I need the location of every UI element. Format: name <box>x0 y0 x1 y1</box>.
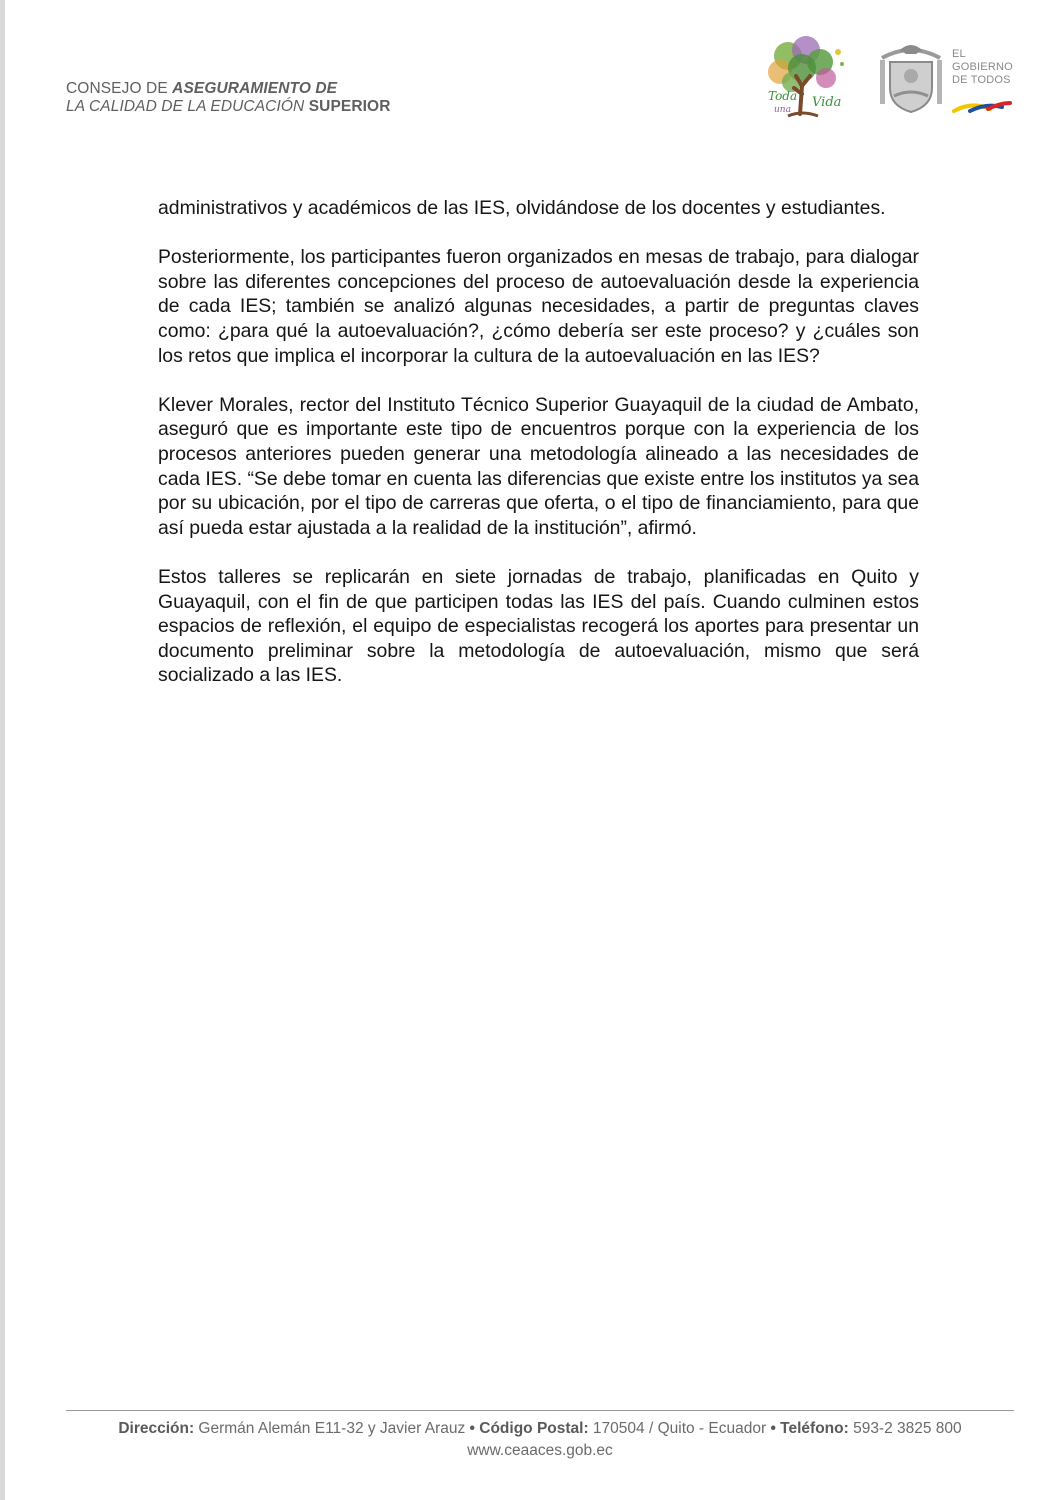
flag-stripe-icon <box>952 97 1012 117</box>
footer-website: www.ceaaces.gob.ec <box>467 1442 613 1459</box>
toda-una-vida-logo <box>758 34 848 120</box>
gobierno-de-todos-text: EL GOBIERNO DE TODOS <box>952 48 1013 86</box>
paragraph: Posteriormente, los participantes fueron organizados en mesas de trabajo, para dialogar sobre las diferentes concepciones del proceso de autoevaluación desde la experiencia de cada IES; también se analizó algunas necesidades, a partir de preguntas claves como: ¿para qué la autoevaluación?, ¿cómo debería ser este proceso? y ¿cuáles son los retos que implica el incorporar la cultura de la autoevaluación en las IES? <box>158 246 919 367</box>
svg-text:Vida: Vida <box>812 95 842 110</box>
organization-title-line1: CONSEJO DE ASEGURAMIENTO DE <box>66 80 338 97</box>
svg-text:una: una <box>774 105 791 115</box>
footer-contact: Dirección: Germán Alemán E11-32 y Javier Arauz • Código Postal: 170504 / Quito - Ecuador • Teléfono: 593-2 3825 800 <box>118 1420 962 1437</box>
paragraph: administrativos y académicos de las IES, olvidándose de los docentes y estudiantes. <box>158 197 886 219</box>
page-edge <box>0 0 5 1500</box>
paragraph: Klever Morales, rector del Instituto Técnico Superior Guayaquil de la ciudad de Ambato, aseguró que es importante este tipo de encuentros porque con la experiencia de los procesos anteriores pueden generar una metodología alineado a las necesidades de cada IES. “Se debe tomar en cuenta las diferencias que existe entre los institutos ya sea por su ubicación, por el tipo de carreras que oferta, o el tipo de financiamiento, para que así pueda estar ajustada a la realidad de la institución”, afirmó. <box>158 393 919 539</box>
ecuador-coat-of-arms-icon <box>876 40 946 116</box>
paragraph: Estos talleres se replicarán en siete jornadas de trabajo, planificadas en Quito y Guayaquil, con el fin de que participen todas las IES del país. Cuando culminen estos espacios de reflexión, el equipo de especialistas recogerá los aportes para presentar un documento preliminar sobre la metodología de autoevaluación, mismo que será socializado a las IES. <box>158 565 919 687</box>
document-body <box>158 196 919 712</box>
organization-title <box>66 80 391 116</box>
svg-text:Toda: Toda <box>768 89 798 103</box>
footer-divider <box>66 1410 1014 1411</box>
organization-title-line2: LA CALIDAD DE LA EDUCACIÓN SUPERIOR <box>66 98 391 115</box>
